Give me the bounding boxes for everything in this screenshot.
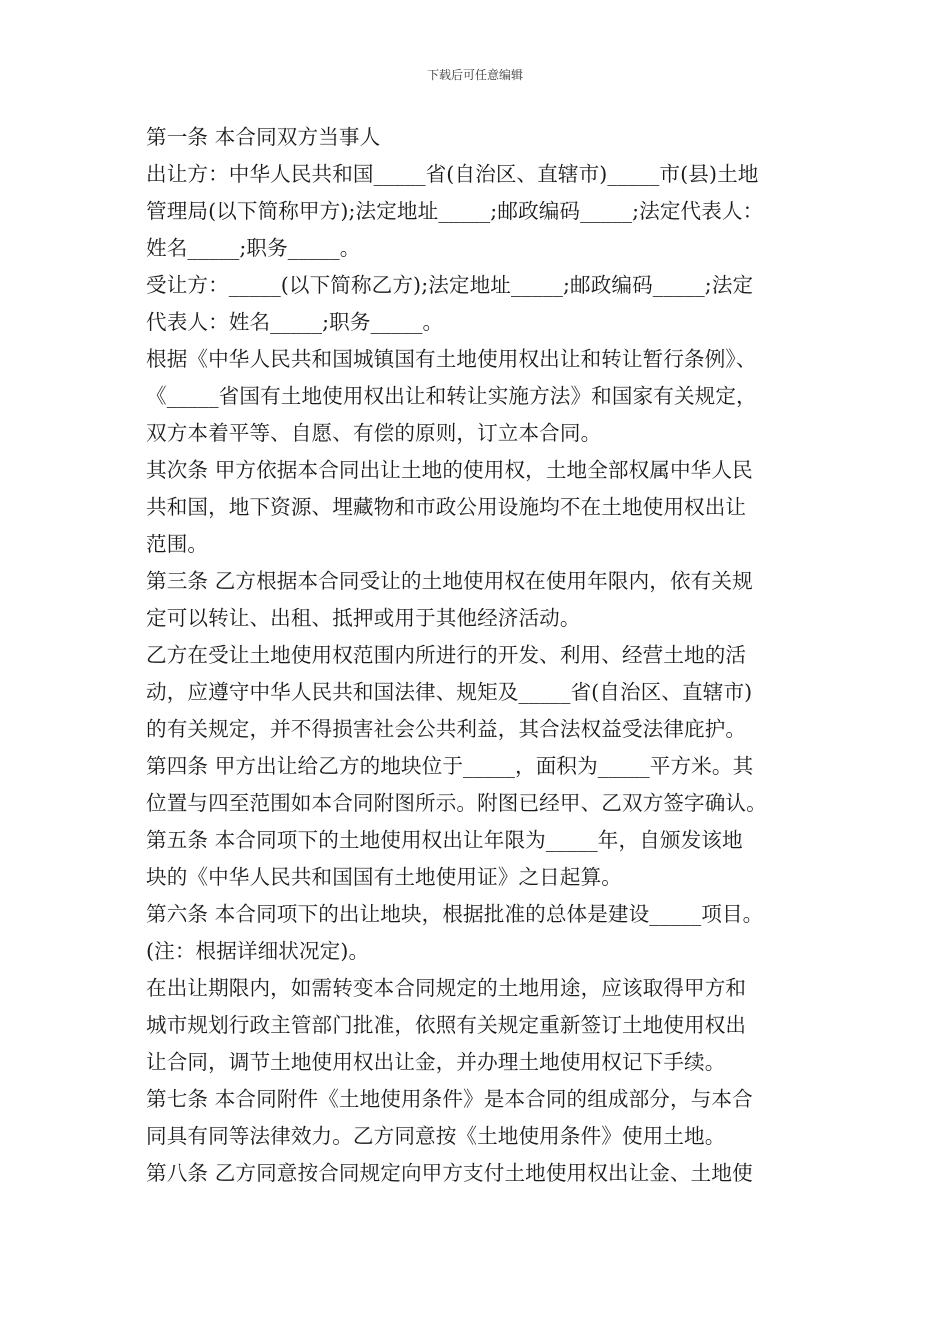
contract-body	[146, 119, 846, 1192]
text-line: 其次条 甲方依据本合同出让土地的使用权，土地全部权属中华人民	[146, 458, 753, 482]
text-line: 共和国，地下资源、埋藏物和市政公用设施均不在土地使用权出让	[146, 495, 747, 519]
text-line: 第八条 乙方同意按合同规定向甲方支付土地使用权出让金、土地使	[146, 1161, 753, 1185]
text-line: 第四条 甲方出让给乙方的地块位于_____，面积为_____平方米。其	[146, 754, 754, 778]
text-line: 《_____省国有土地使用权出让和转让实施方法》和国家有关规定，	[146, 384, 757, 408]
text-line: 代表人：姓名_____;职务_____。	[146, 310, 444, 334]
text-line: 位置与四至范围如本合同附图所示。附图已经甲、乙双方签字确认。	[146, 791, 767, 815]
text-line: (注：根据详细状况定)。	[146, 939, 370, 963]
text-line: 块的《中华人民共和国国有土地使用证》之日起算。	[146, 865, 622, 889]
text-line: 受让方：_____(以下简称乙方);法定地址_____;邮政编码_____;法定	[146, 273, 754, 297]
text-line: 第七条 本合同附件《土地使用条件》是本合同的组成部分，与本合	[146, 1087, 753, 1111]
text-line: 乙方在受让土地使用权范围内所进行的开发、利用、经营土地的活	[146, 643, 747, 667]
text-line: 第五条 本合同项下的土地使用权出让年限为_____年，自颁发该地	[146, 828, 743, 852]
text-line: 出让方：中华人民共和国_____省(自治区、直辖市)_____市(县)土地	[146, 162, 759, 186]
text-line: 动，应遵守中华人民共和国法律、规矩及_____省(自治区、直辖市)	[146, 680, 753, 704]
text-line: 第六条 本合同项下的出让地块，根据批准的总体是建设_____项目。	[146, 902, 764, 926]
page-header: 下载后可任意编辑	[426, 68, 523, 82]
text-line: 定可以转让、出租、抵押或用于其他经济活动。	[146, 606, 581, 630]
text-line: 管理局(以下简称甲方);法定地址_____;邮政编码_____;法定代表人：	[146, 199, 764, 223]
text-line: 第一条 本合同双方当事人	[146, 125, 381, 149]
text-line: 的有关规定，并不得损害社会公共利益，其合法权益受法律庇护。	[146, 717, 747, 741]
text-line: 根据《中华人民共和国城镇国有土地使用权出让和转让暂行条例》、	[146, 347, 757, 371]
text-line: 在出让期限内，如需转变本合同规定的土地用途，应该取得甲方和	[146, 976, 747, 1000]
text-line: 范围。	[146, 532, 209, 556]
text-line: 同具有同等法律效力。乙方同意按《土地使用条件》使用土地。	[146, 1124, 726, 1148]
text-line: 第三条 乙方根据本合同受让的土地使用权在使用年限内，依有关规	[146, 569, 753, 593]
text-line: 城市规划行政主管部门批准，依照有关规定重新签订土地使用权出	[146, 1013, 747, 1037]
text-line: 让合同，调节土地使用权出让金，并办理土地使用权记下手续。	[146, 1050, 726, 1074]
text-line: 姓名_____;职务_____。	[146, 236, 361, 260]
text-line: 双方本着平等、自愿、有偿的原则，订立本合同。	[146, 421, 602, 445]
